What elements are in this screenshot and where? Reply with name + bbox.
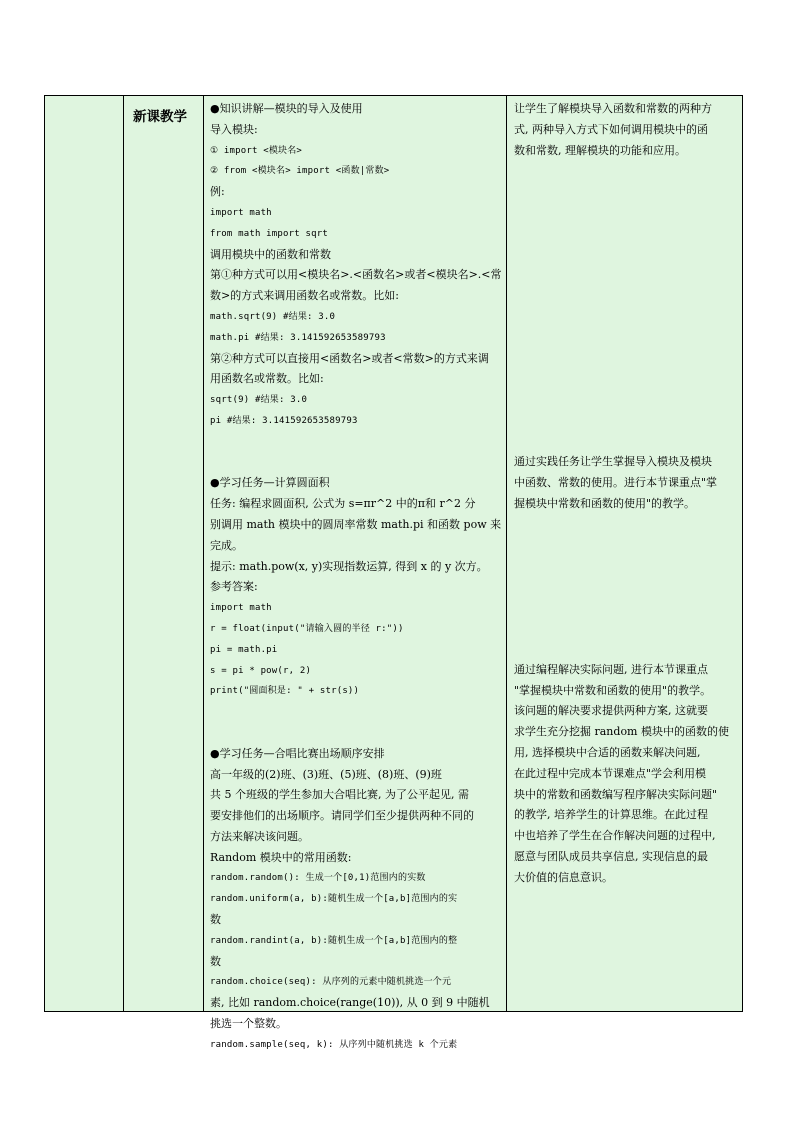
content-line: 例: <box>210 185 225 199</box>
content-line: pi #结果: 3.141592653589793 <box>210 415 358 426</box>
design-intent-line: 该问题的解决要求提供两种方案, 这就要 <box>514 704 708 718</box>
design-intent-line: 愿意与团队成员共享信息, 实现信息的最 <box>514 849 708 863</box>
content-line: 数>的方式来调用函数名或常数。比如: <box>210 289 399 303</box>
content-line: Random 模块中的常用函数: <box>210 850 352 864</box>
content-line: 数 <box>210 913 221 927</box>
content-line: ●知识讲解—模块的导入及使用 <box>210 102 363 115</box>
content-line: import math <box>210 207 272 218</box>
content-line: 高一年级的(2)班、(3)班、(5)班、(8)班、(9)班 <box>210 767 442 781</box>
content-line: random.randint(a, b):随机生成一个[a,b]范围内的整 <box>210 935 458 946</box>
blank-line <box>210 702 501 723</box>
content-line: pi = math.pi <box>210 644 278 655</box>
blank-line <box>210 723 501 744</box>
design-intent-line: 大价值的信息意识。 <box>514 870 613 884</box>
content-line: random.random(): 生成一个[0,1)范围内的实数 <box>210 873 426 884</box>
content-line: ① import <模块名> <box>210 145 303 156</box>
content-line: ●学习任务—计算圆面积 <box>210 476 330 490</box>
content-line: 调用模块中的函数和常数 <box>210 247 331 261</box>
content-line: 数 <box>210 954 221 968</box>
content-line: sqrt(9) #结果: 3.0 <box>210 395 308 406</box>
content-line: 第①种方式可以用<模块名>.<函数名>或者<模块名>.<常 <box>210 268 502 282</box>
teaching-content-cell <box>204 96 506 1050</box>
design-intent-line: 中函数、常数的使用。进行本节课重点"掌 <box>514 476 718 490</box>
content-line: 导入模块: <box>210 122 258 136</box>
content-line: 方法来解决该问题。 <box>210 829 309 843</box>
design-intent-line: 让学生了解模块导入函数和常数的两种方 <box>514 102 712 115</box>
content-line: random.uniform(a, b):随机生成一个[a,b]范围内的实 <box>210 894 458 905</box>
content-line: 挑选一个整数。 <box>210 1017 287 1031</box>
content-line: random.sample(seq, k): 从序列中随机挑选 k 个元素 <box>210 1039 458 1050</box>
design-intent-cell <box>507 96 743 1011</box>
content-line: 任务: 编程求圆面积, 公式为 s=πr^2 中的π和 r^2 分 <box>210 497 476 511</box>
design-intent-line: 通过实践任务让学生掌握导入模块及模块 <box>514 455 712 469</box>
content-line: random.choice(seq): 从序列的元素中随机挑选一个元 <box>210 977 452 988</box>
design-intent-line: 块中的常数和函数编写程序解决实际问题" <box>514 787 718 801</box>
content-line: math.sqrt(9) #结果: 3.0 <box>210 311 336 322</box>
design-intent-line: 中也培养了学生在合作解决问题的过程中, <box>514 829 716 843</box>
content-line: 参考答案: <box>210 580 258 594</box>
content-line: import math <box>210 603 272 614</box>
content-line: s = pi * pow(r, 2) <box>210 665 312 676</box>
content-line: math.pi #结果: 3.141592653589793 <box>210 332 386 343</box>
content-line: 用函数名或常数。比如: <box>210 372 324 386</box>
design-intent-block <box>514 452 738 514</box>
empty-cell <box>45 96 123 1011</box>
blank-line <box>210 432 501 453</box>
content-line: 共 5 个班级的学生参加大合唱比赛, 为了公平起见, 需 <box>210 788 469 802</box>
content-line: 别调用 math 模块中的圆周率常数 math.pi 和函数 pow 来 <box>210 517 502 531</box>
design-intent-block <box>514 99 738 161</box>
design-intent-line: 通过编程解决实际问题, 进行本节课重点 <box>514 662 708 676</box>
content-line: 完成。 <box>210 538 243 552</box>
content-line: ② from <模块名> import <函数|常数> <box>210 166 390 177</box>
content-line: from math import sqrt <box>210 228 328 239</box>
design-intent-line: 数和常数, 理解模块的功能和应用。 <box>514 143 686 157</box>
design-intent-line: 握模块中常数和函数的使用"的教学。 <box>514 496 696 510</box>
design-intent-line: 用, 选择模块中合适的函数来解决问题, <box>514 745 701 759</box>
design-intent-block <box>514 660 738 889</box>
blank-line <box>210 453 501 474</box>
design-intent-line: 在此过程中完成本节课难点"学会利用模 <box>514 766 707 780</box>
content-line: 第②种方式可以直接用<函数名>或者<常数>的方式来调 <box>210 351 489 365</box>
content-line: 要安排他们的出场顺序。请同学们至少提供两种不同的 <box>210 809 474 823</box>
stage-label: 新课教学 <box>133 109 187 125</box>
design-intent-line: "掌握模块中常数和函数的使用"的教学。 <box>514 683 712 697</box>
content-line: r = float(input("请输入圆的半径 r:")) <box>210 623 404 634</box>
stage-cell <box>124 96 203 1011</box>
content-line: 素, 比如 random.choice(range(10)), 从 0 到 9 中随机 <box>210 996 490 1010</box>
content-line: ●学习任务—合唱比赛出场顺序安排 <box>210 746 385 760</box>
lesson-plan-table <box>44 95 743 1050</box>
content-line: 提示: math.pow(x, y)实现指数运算, 得到 x 的 y 次方。 <box>210 559 488 573</box>
design-intent-line: 式, 两种导入方式下如何调用模块中的函 <box>514 122 708 136</box>
design-intent-line: 的教学, 培养学生的计算思维。在此过程 <box>514 808 708 822</box>
design-intent-line: 求学生充分挖掘 random 模块中的函数的使 <box>514 725 729 739</box>
content-line: print("圆面积是: " + str(s)) <box>210 686 360 697</box>
